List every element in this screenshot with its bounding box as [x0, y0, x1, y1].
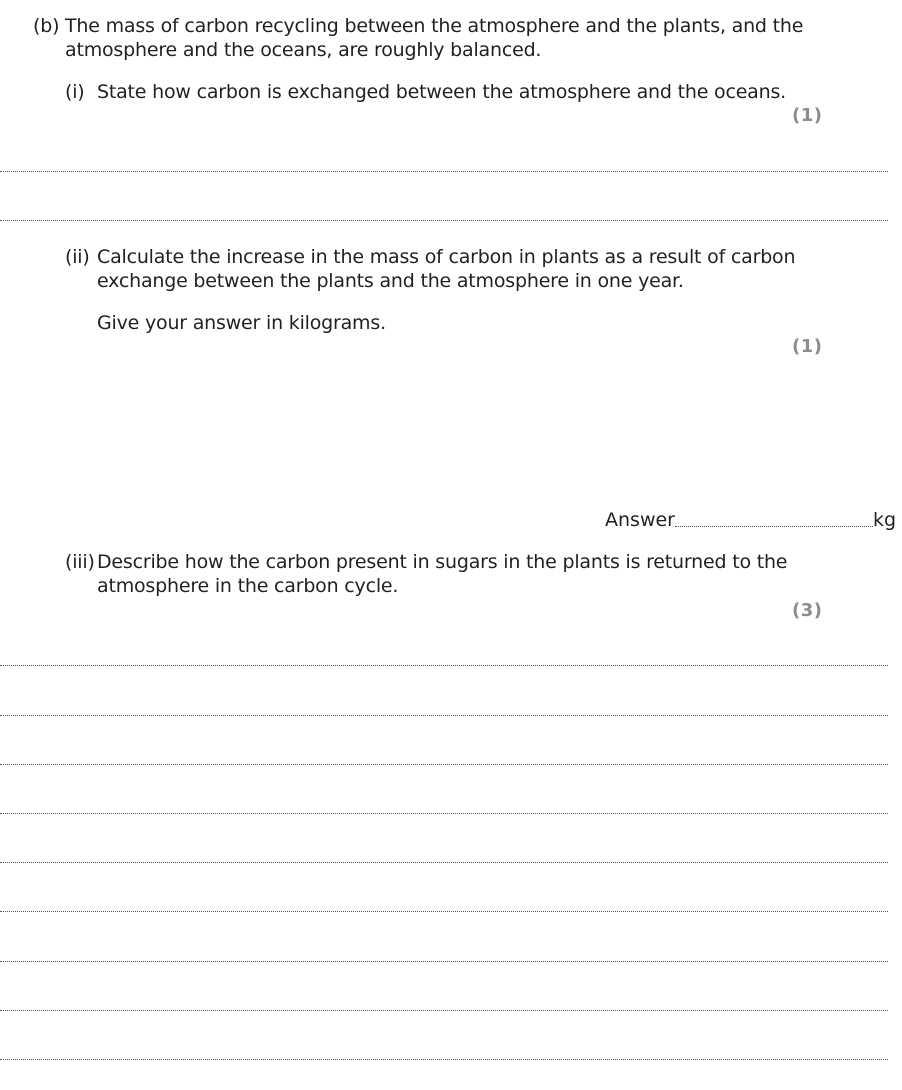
question-ii-text-line1: Calculate the increase in the mass of carbon in plants as a result of carbon: [97, 246, 796, 268]
part-b-text-line1: The mass of carbon recycling between the atmosphere and the plants, and the: [65, 15, 804, 37]
question-i-text: State how carbon is exchanged between the atmosphere and the oceans.: [97, 81, 787, 103]
answer-line-iii-2[interactable]: [0, 715, 888, 716]
answer-line-iii-1[interactable]: [0, 665, 888, 666]
answer-line-iii-4[interactable]: [0, 813, 888, 814]
question-ii-text-line2: exchange between the plants and the atmosphere in one year.: [97, 270, 684, 292]
question-iii-label: (iii): [65, 551, 95, 573]
answer-unit: kg: [872, 509, 897, 531]
question-ii-marks: (1): [792, 336, 823, 357]
answer-line-i-2[interactable]: [0, 220, 888, 221]
part-b-text-line2: atmosphere and the oceans, are roughly balanced.: [65, 39, 542, 61]
answer-label: Answer: [605, 509, 675, 531]
question-ii-label: (ii): [65, 246, 90, 268]
answer-line-iii-3[interactable]: [0, 764, 888, 765]
answer-row: [605, 508, 896, 532]
answer-line-iii-8[interactable]: [0, 1010, 888, 1011]
question-i-marks: (1): [792, 105, 823, 126]
part-b-label: (b): [33, 15, 60, 37]
answer-line-iii-6[interactable]: [0, 911, 888, 912]
question-iii-marks: (3): [792, 600, 823, 621]
question-i-label: (i): [65, 81, 85, 103]
answer-field[interactable]: [675, 525, 873, 527]
answer-line-iii-9[interactable]: [0, 1059, 888, 1060]
question-ii-text-line3: Give your answer in kilograms.: [97, 312, 386, 334]
question-iii-text-line1: Describe how the carbon present in sugars in the plants is returned to the: [97, 551, 788, 573]
answer-line-iii-5[interactable]: [0, 862, 888, 863]
answer-line-iii-7[interactable]: [0, 961, 888, 962]
question-iii-text-line2: atmosphere in the carbon cycle.: [97, 575, 399, 597]
answer-line-i-1[interactable]: [0, 171, 888, 172]
